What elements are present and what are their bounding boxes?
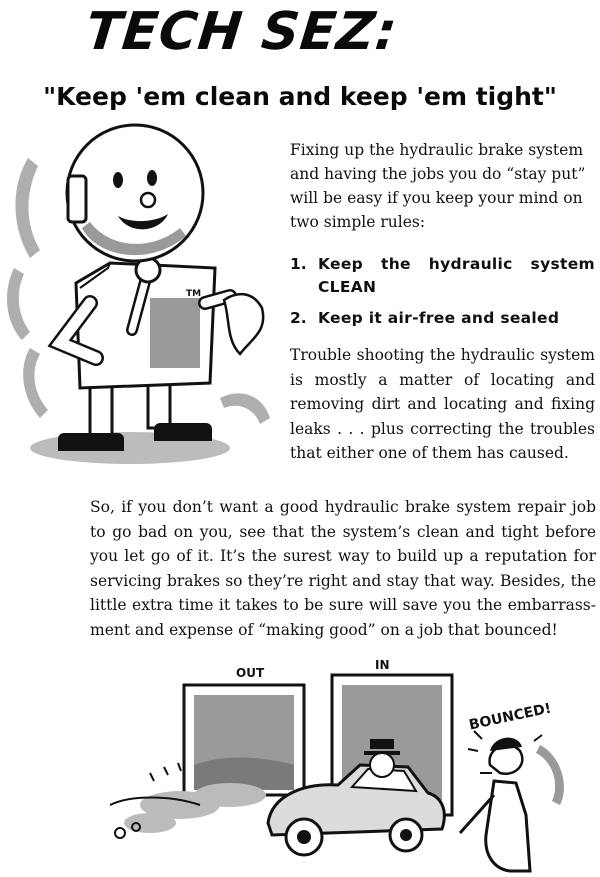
- trouble-paragraph: Trouble shooting the hydraulic system is mostly a matter of locating and removing dirt and locating and fixing leaks . . . plus correcting the troubles that either one of them has caused.: [290, 346, 595, 462]
- rule-item: [290, 307, 595, 330]
- intro-paragraph: Fixing up the hydraulic brake system and having the jobs you do “stay put” will be easy if you keep your mind on two simple rules:: [290, 141, 586, 231]
- page-subtitle: "Keep 'em clean and keep 'em tight": [43, 82, 557, 111]
- door-out-label: OUT: [236, 666, 265, 680]
- rule-text: Keep it air-free and sealed: [318, 309, 560, 327]
- closing-paragraph: So, if you don’t want a good hydraulic brake system repair job to go bad on you, see that the system’s clean and tight before you let go of it. It’s the surest way to build up a reputation for servicing brakes so they’re right and stay that way. Besides, the little extra time it takes to be sure will save you the embarrass- ment and expense of “making good” on a job that bounced!: [90, 498, 596, 639]
- rule-item: [290, 253, 595, 299]
- rule-text: Keep the hydraulic system CLEAN: [318, 255, 595, 296]
- page-title: TECH SEZ:: [82, 2, 401, 62]
- door-in-label: IN: [375, 658, 390, 672]
- garage-cartoon-illustration: [90, 655, 595, 873]
- rules-list: [290, 253, 595, 338]
- tech-robot-illustration: [0, 118, 282, 478]
- bounced-exclamation: BOUNCED!: [467, 700, 553, 734]
- robot-tm-mark: TM: [186, 289, 202, 299]
- rule-number: 1.: [290, 255, 307, 273]
- rule-number: 2.: [290, 309, 307, 327]
